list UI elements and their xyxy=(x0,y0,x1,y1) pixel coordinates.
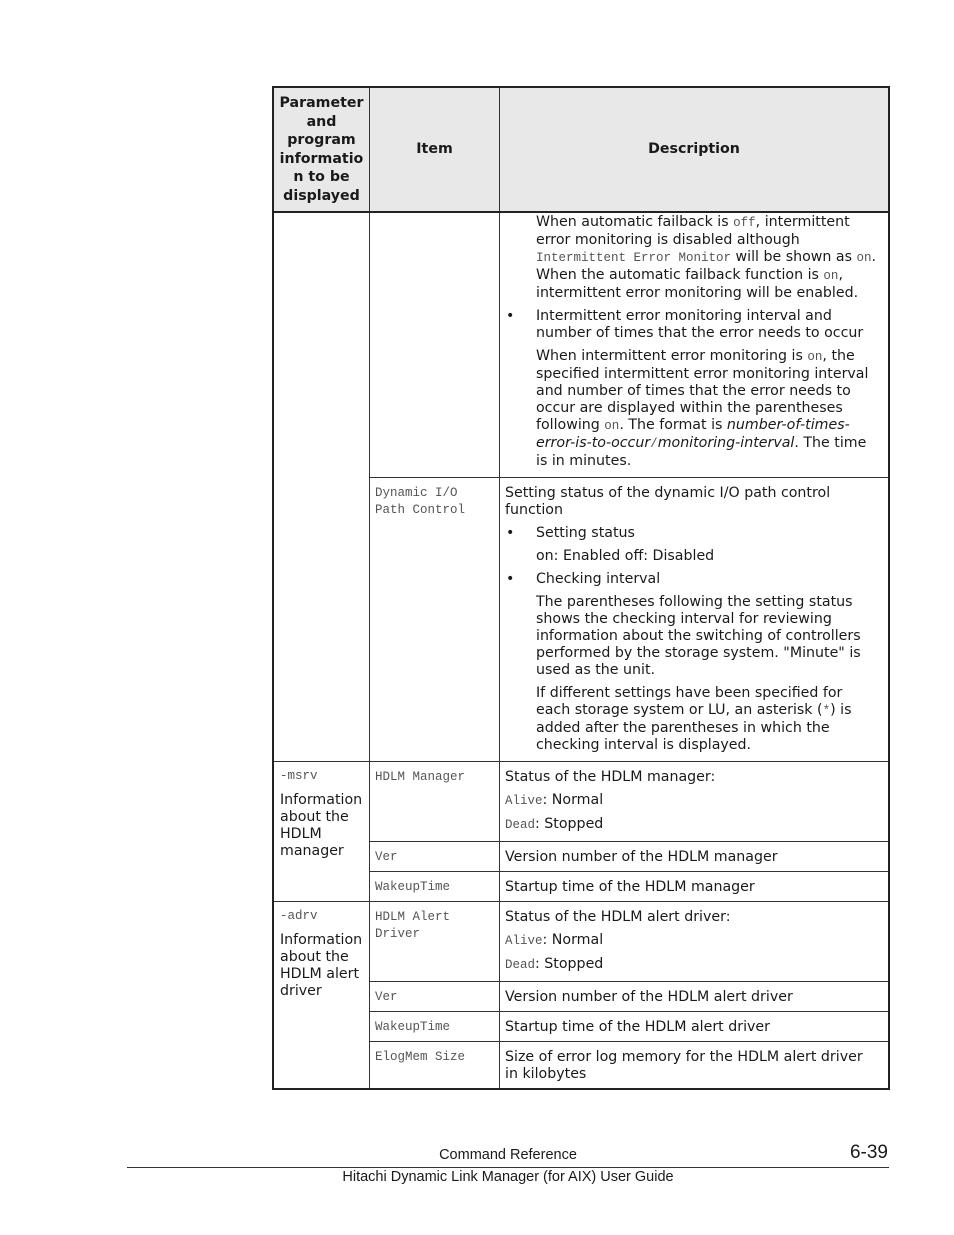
table-row-alert-driver xyxy=(273,902,889,982)
item-dynamic-io: Dynamic I/O Path Control xyxy=(370,478,500,762)
description-manager-wakeup: Startup time of the HDLM manager xyxy=(500,872,890,902)
footer-section-title: Command Reference xyxy=(439,1147,577,1163)
reference-table xyxy=(272,86,890,1090)
alert-driver-status: Status of the HDLM alert driver: xyxy=(505,909,731,925)
table-row-continued xyxy=(273,212,889,478)
checking-interval-detail: The parentheses following the setting status shows the checking interval for reviewing information about the switching of controllers performed by the storage system. "Minute" is used as the unit. xyxy=(536,594,861,678)
description-hdlm-manager xyxy=(500,762,890,842)
intermittent-interval-detail: When intermittent error monitoring is on, the specified intermittent error monitoring interval and number of times that the error needs to occur are displayed within the parentheses following on. The format is number-of-times-error-is-to-occur/monitoring-interval. The time is in minutes. xyxy=(536,348,869,469)
item-driver-ver: Ver xyxy=(370,982,500,1012)
header-param: Parameter and program informatio n to be displayed xyxy=(273,87,370,212)
param-cell-empty xyxy=(273,212,370,762)
header-item: Item xyxy=(370,87,500,212)
item-driver-wakeup: WakeupTime xyxy=(370,1012,500,1042)
description-elogmem-size: Size of error log memory for the HDLM alert driver in kilobytes xyxy=(500,1042,890,1090)
item-manager-wakeup: WakeupTime xyxy=(370,872,500,902)
item-cell-empty xyxy=(370,212,500,478)
param-msrv-code: -msrv xyxy=(280,769,318,783)
description-dynamic-io xyxy=(500,478,890,762)
param-msrv-text: Information about the HDLM manager xyxy=(280,792,363,859)
param-adrv-text: Information about the HDLM alert driver xyxy=(280,932,363,999)
param-adrv-code: -adrv xyxy=(280,909,318,923)
status-alive: Alive: Normal xyxy=(505,792,604,808)
footer-book-title: Hitachi Dynamic Link Manager (for AIX) User Guide xyxy=(342,1169,674,1185)
page-number: 6-39 xyxy=(849,1142,888,1163)
item-alert-driver: HDLM Alert Driver xyxy=(370,902,500,982)
param-adrv xyxy=(273,902,370,1090)
param-msrv xyxy=(273,762,370,902)
status-alive: Alive: Normal xyxy=(505,932,604,948)
dynamic-io-intro: Setting status of the dynamic I/O path control function xyxy=(505,485,831,518)
item-hdlm-manager: HDLM Manager xyxy=(370,762,500,842)
footer-divider xyxy=(127,1167,889,1168)
description-cell xyxy=(500,212,890,478)
status-dead: Dead: Stopped xyxy=(505,816,604,832)
header-description: Description xyxy=(500,87,890,212)
status-dead: Dead: Stopped xyxy=(505,956,604,972)
bullet-setting-status: • Setting status xyxy=(536,525,880,542)
bullet-checking-interval: • Checking interval xyxy=(536,571,880,588)
description-alert-driver xyxy=(500,902,890,982)
auto-failback-note: When automatic failback is off, intermittent error monitoring is disabled although Intermittent Error Monitor will be shown as on. When the automatic failback function is on, intermittent error monitoring will be enabled. xyxy=(536,214,877,301)
bullet-intermittent-interval: • Intermittent error monitoring interval and number of times that the error needs to occur xyxy=(536,308,880,342)
description-manager-ver: Version number of the HDLM manager xyxy=(500,842,890,872)
checking-interval-asterisk-note: If different settings have been specified for each storage system or LU, an asterisk (*) is added after the parentheses in which the checking interval is displayed. xyxy=(536,685,852,753)
description-driver-wakeup: Startup time of the HDLM alert driver xyxy=(500,1012,890,1042)
description-driver-ver: Version number of the HDLM alert driver xyxy=(500,982,890,1012)
setting-status-detail: on: Enabled off: Disabled xyxy=(536,548,715,564)
table-header-row xyxy=(273,87,889,212)
table-row-hdlm-manager xyxy=(273,762,889,842)
item-manager-ver: Ver xyxy=(370,842,500,872)
item-elogmem-size: ElogMem Size xyxy=(370,1042,500,1090)
hdlm-manager-status: Status of the HDLM manager: xyxy=(505,769,716,785)
